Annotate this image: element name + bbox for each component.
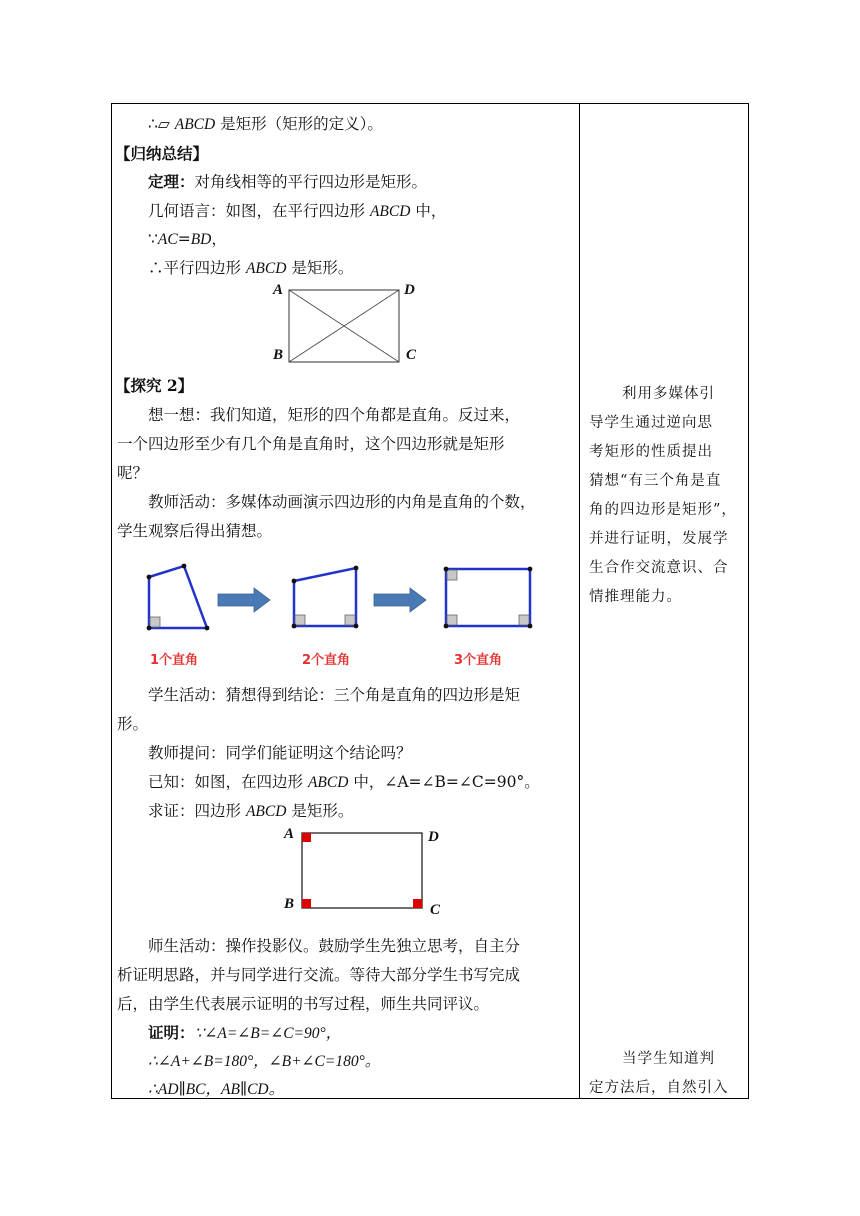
bd-text: BD: [190, 231, 212, 248]
design-note-1-line-3: 考矩形的性质提出: [589, 444, 713, 460]
equals-text: =: [177, 230, 191, 248]
student-activity-line-2: 形。: [117, 715, 149, 733]
therefore-prefix: ∴平行四边形: [148, 259, 242, 277]
abcd-text: ABCD: [245, 803, 287, 820]
summary-heading: 【归纳总结】: [115, 144, 209, 163]
design-note-1-line-6: 并进行证明，发展学: [589, 531, 729, 547]
ac-text: AC: [157, 231, 178, 248]
proof-line-1-text: ∵∠A=∠B=∠C=90°，: [194, 1025, 342, 1042]
explore-heading: 【探究 2】: [115, 376, 194, 395]
comma-text: ，: [211, 230, 227, 248]
proof-label: 证明：: [148, 1023, 195, 1042]
vertex-b-label: B: [273, 347, 284, 363]
theorem-label: 定理：: [148, 172, 195, 191]
abcd-text: ABCD: [245, 260, 287, 277]
right-angle-marker-b: [302, 899, 311, 908]
caption-one-right-angle: 1个直角: [150, 653, 199, 668]
design-note-1-line-7: 生合作交流意识、合: [589, 560, 729, 576]
prove-suffix: 是矩形。: [291, 802, 354, 820]
proof-line-2: ∴∠A+∠B=180°，∠B+∠C=180°。: [148, 1053, 381, 1070]
teacher-student-line-1: 师生活动：操作投影仪。鼓励学生先独立思考，自主分: [148, 937, 521, 955]
think-line-3: 呢？: [117, 464, 149, 482]
known-suffix: 中，∠A=∠B=∠C=90°。: [353, 773, 540, 791]
line1-suffix: 是矩形（矩形的定义）。: [220, 115, 383, 133]
rect-outline: [302, 833, 422, 908]
caption-three-right-angles: 3个直角: [454, 653, 503, 668]
design-note-2-line-2: 定方法后，自然引入: [589, 1080, 729, 1096]
design-note-1-line-2: 导学生通过逆向思: [589, 415, 713, 431]
vertex-a-label: A: [273, 282, 284, 298]
think-line-2: 一个四边形至少有几个角是直角时，这个四边形就是矩形: [117, 435, 505, 453]
student-activity-line-1: 学生活动：猜想得到结论：三个角是直角的四边形是矩: [148, 686, 521, 704]
teacher-student-line-2: 析证明思路，并与同学进行交流。等待大部分学生书写完成: [117, 966, 521, 984]
known-prefix: 已知：如图，在四边形: [148, 773, 304, 791]
proof-line-3: ∴AD∥BC，AB∥CD。: [148, 1081, 285, 1098]
therefore-parallelogram-symbol: ∴▱: [148, 115, 170, 133]
vertex-c-label: C: [406, 347, 417, 363]
design-note-1-line-1: 利用多媒体引: [622, 386, 715, 402]
right-angle-marker-a: [302, 833, 311, 842]
abcd-text: ABCD: [174, 116, 216, 133]
theorem-text: 对角线相等的平行四边形是矩形。: [194, 173, 428, 191]
design-note-1-line-5: 角的四边形是矩形”，: [589, 502, 737, 518]
vertex-b-label: B: [284, 896, 295, 912]
prove-prefix: 求证：四边形: [148, 802, 242, 820]
caption-two-right-angles: 2个直角: [302, 653, 351, 668]
vertex-d-label: D: [428, 829, 439, 845]
abcd-text: ABCD: [307, 774, 349, 791]
vertex-c-label: C: [430, 902, 441, 918]
vertex-a-label: A: [284, 826, 295, 842]
therefore-suffix: 是矩形。: [291, 259, 354, 277]
design-note-2-line-1: 当学生知道判: [622, 1051, 715, 1067]
design-note-1-line-8: 情推理能力。: [589, 589, 682, 605]
proof-line-1: [148, 1023, 341, 1044]
teacher-activity-line-2: 学生观察后得出猜想。: [117, 522, 273, 540]
geo-language-prefix: 几何语言：如图，在平行四边形: [148, 202, 366, 220]
teacher-student-line-3: 后，由学生代表展示证明的书写过程，师生共同评议。: [117, 995, 490, 1013]
vertex-d-label: D: [404, 282, 415, 298]
because-symbol: ∵: [148, 230, 158, 248]
think-line-1: 想一想：我们知道，矩形的四个角都是直角。反过来，: [148, 406, 521, 424]
geo-language-suffix: 中，: [415, 202, 447, 220]
teacher-question: 教师提问：同学们能证明这个结论吗？: [148, 744, 412, 762]
design-note-1-line-4: 猜想“有三个角是直: [589, 473, 722, 489]
teacher-activity-line-1: 教师活动：多媒体动画演示四边形的内角是直角的个数，: [148, 493, 536, 511]
abcd-text: ABCD: [369, 203, 411, 220]
right-angle-marker-c: [413, 899, 422, 908]
